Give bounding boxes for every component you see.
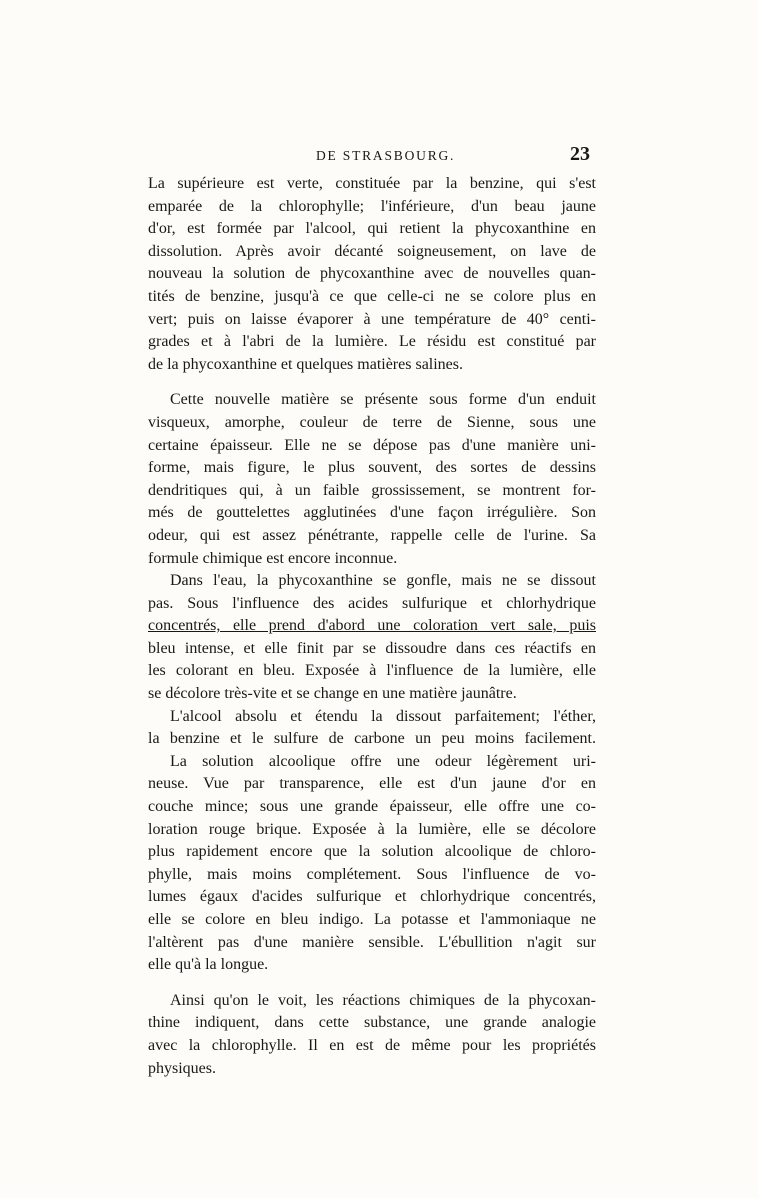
text-line: la benzine et le sulfure de carbone un peu moins facilement. [148,730,596,748]
running-head: DE STRASBOURG. [316,148,456,163]
text-line: nouveau la solution de phycoxanthine avec de nouvelles quan- [148,265,596,283]
text-line: tités de benzine, jusqu'à ce que celle-ci ne se colore plus en [148,287,596,305]
text-line: més de gouttelettes agglutinées d'une façon irrégulière. Son [148,504,596,522]
page-number: 23 [570,143,590,165]
paragraph [148,389,596,570]
text-line: avec la chlorophylle. Il en est de même pour les propriétés [148,1036,596,1054]
text-line: concentrés, elle prend d'abord une coloration vert sale, puis [148,617,596,635]
text-line: forme, mais figure, le plus souvent, des sortes de dessins [148,459,596,477]
text-line: lumes égaux d'acides sulfurique et chlorhydrique concentrés, [148,888,596,906]
text-line: thine indiquent, dans cette substance, une grande analogie [148,1014,596,1032]
text-line: La supérieure est verte, constituée par la benzine, qui s'est [148,175,596,192]
paragraph [148,173,596,376]
text-line: Cette nouvelle matière se présente sous forme d'un enduit [170,391,596,409]
text-line: L'alcool absolu et étendu la dissout parfaitement; l'éther, [170,707,596,725]
text-line: grades et à l'abri de la lumière. Le résidu est constitué par [148,333,596,351]
text-line: dissolution. Après avoir décanté soigneusement, on lave de [148,242,596,260]
text-line: d'or, est formée par l'alcool, qui retient la phycoxanthine en [148,220,596,238]
text-line: vert; puis on laisse évaporer à une température de 40° centi- [148,310,596,328]
text-line: couche mince; sous une grande épaisseur, elle offre une co- [148,798,596,816]
text-line: phylle, mais moins complétement. Sous l'influence de vo- [148,865,596,883]
text-line: Dans l'eau, la phycoxanthine se gonfle, mais ne se dissout [170,572,596,590]
paragraph [148,990,596,1080]
text-line: loration rouge brique. Exposée à la lumière, elle se décolore [148,820,596,838]
text-line: elle se colore en bleu indigo. La potasse et l'ammoniaque ne [148,911,596,928]
text-line: bleu intense, et elle finit par se dissoudre dans ces réactifs en [148,639,596,657]
text-line: Ainsi qu'on le voit, les réactions chimiques de la phycoxan- [170,991,596,1009]
text-line: certaine épaisseur. Elle ne se dépose pas d'une manière uni- [148,436,596,454]
text-line: plus rapidement encore que la solution alcoolique de chloro- [148,843,596,861]
text-line: neuse. Vue par transparence, elle est d'un jaune d'or en [148,775,596,793]
text-line: de la phycoxanthine et quelques matières salines. [148,355,464,373]
text-line: les colorant en bleu. Exposée à l'influence de la lumière, elle [148,662,596,680]
text-line: odeur, qui est assez pénétrante, rappelle celle de l'urine. Sa [148,526,596,544]
text-line: dendritiques qui, à un faible grossissement, se montrent for- [148,481,596,499]
text-line: La solution alcoolique offre une odeur légèrement uri- [170,752,596,770]
text-line: formule chimique est encore inconnue. [148,549,398,567]
text-line: visqueux, amorphe, couleur de terre de Sienne, sous une [148,413,596,431]
text-line: pas. Sous l'influence des acides sulfurique et chlorhydrique [148,594,596,612]
text-line: l'altèrent pas d'une manière sensible. L'ébullition n'agit sur [148,933,596,951]
text-line: physiques. [148,1059,216,1077]
paragraph [148,751,596,977]
paragraph [148,570,596,706]
text-line: se décolore très-vite et se change en une matière jaunâtre. [148,685,517,703]
page-body [148,173,596,1080]
text-line: elle qu'à la longue. [148,956,269,974]
paragraph [148,706,596,751]
text-line: emparée de la chlorophylle; l'inférieure, d'un beau jaune [148,197,596,215]
